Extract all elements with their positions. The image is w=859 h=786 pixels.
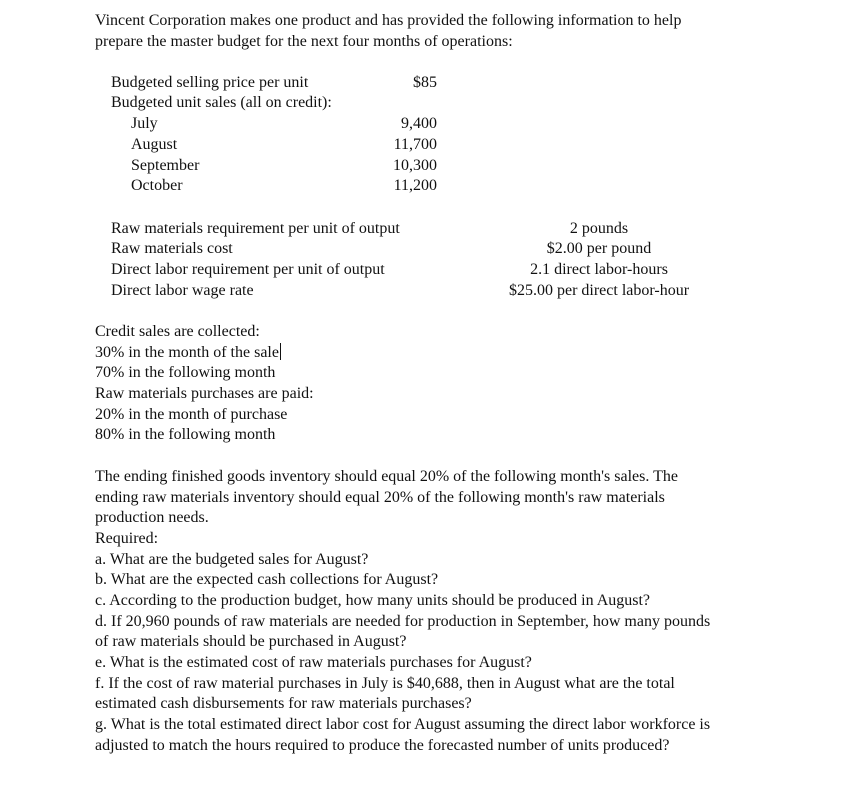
credit-term-1[interactable] bbox=[95, 342, 281, 363]
question-e: e. What is the estimated cost of raw materials purchases for August? bbox=[95, 654, 532, 671]
month-units: 10,300 bbox=[393, 157, 437, 174]
requirement-label: Direct labor wage rate bbox=[111, 282, 254, 299]
requirement-value: 2.1 direct labor-hours bbox=[530, 261, 668, 278]
month-label: July bbox=[131, 115, 158, 132]
requirement-value: 2 pounds bbox=[569, 220, 629, 237]
requirement-label: Direct labor requirement per unit of output bbox=[111, 261, 385, 278]
question-f-line-1: f. If the cost of raw material purchases in July is $40,688, then in August what are the total bbox=[95, 675, 675, 692]
credit-term-2: 70% in the following month bbox=[95, 364, 276, 381]
month-label: September bbox=[131, 157, 200, 174]
month-units: 11,200 bbox=[393, 177, 437, 194]
raw-term-1: 20% in the month of purchase bbox=[95, 406, 288, 423]
selling-price-value: $85 bbox=[413, 74, 437, 91]
intro-line-1: Vincent Corporation makes one product and has provided the following information to help bbox=[95, 12, 682, 29]
inventory-line-3: production needs. bbox=[95, 509, 209, 526]
credit-term-1-text: 30% in the month of the sale bbox=[95, 344, 279, 361]
question-f-line-2: estimated cash disbursements for raw materials purchases? bbox=[95, 695, 472, 712]
selling-price-label: Budgeted selling price per unit bbox=[111, 74, 309, 91]
unit-sales-label: Budgeted unit sales (all on credit): bbox=[111, 94, 332, 111]
requirement-label: Raw materials cost bbox=[111, 240, 233, 257]
question-d-line-1: d. If 20,960 pounds of raw materials are needed for production in September, how many pounds bbox=[95, 613, 711, 630]
raw-heading: Raw materials purchases are paid: bbox=[95, 385, 314, 402]
question-a: a. What are the budgeted sales for August? bbox=[95, 551, 369, 568]
question-g-line-1: g. What is the total estimated direct labor cost for August assuming the direct labor workforce is bbox=[95, 716, 711, 733]
text-cursor bbox=[280, 343, 281, 360]
requirement-label: Raw materials requirement per unit of output bbox=[111, 220, 400, 237]
credit-heading: Credit sales are collected: bbox=[95, 323, 260, 340]
required-heading: Required: bbox=[95, 530, 159, 547]
month-label: August bbox=[131, 136, 178, 153]
question-c: c. According to the production budget, how many units should be produced in August? bbox=[95, 592, 651, 609]
inventory-line-2: ending raw materials inventory should equal 20% of the following month's raw materials bbox=[95, 489, 665, 506]
inventory-line-1: The ending finished goods inventory should equal 20% of the following month's sales. The bbox=[95, 468, 678, 485]
question-d-line-2: of raw materials should be purchased in August? bbox=[95, 633, 407, 650]
requirement-value: $2.00 per pound bbox=[546, 240, 652, 257]
month-label: October bbox=[131, 177, 183, 194]
question-g-line-2: adjusted to match the hours required to produce the forecasted number of units produced? bbox=[95, 737, 670, 754]
month-units: 11,700 bbox=[393, 136, 437, 153]
intro-line-2: prepare the master budget for the next four months of operations: bbox=[95, 33, 513, 50]
month-units: 9,400 bbox=[401, 115, 437, 132]
raw-term-2: 80% in the following month bbox=[95, 426, 276, 443]
question-b: b. What are the expected cash collections for August? bbox=[95, 571, 439, 588]
requirement-value: $25.00 per direct labor-hour bbox=[508, 282, 690, 299]
